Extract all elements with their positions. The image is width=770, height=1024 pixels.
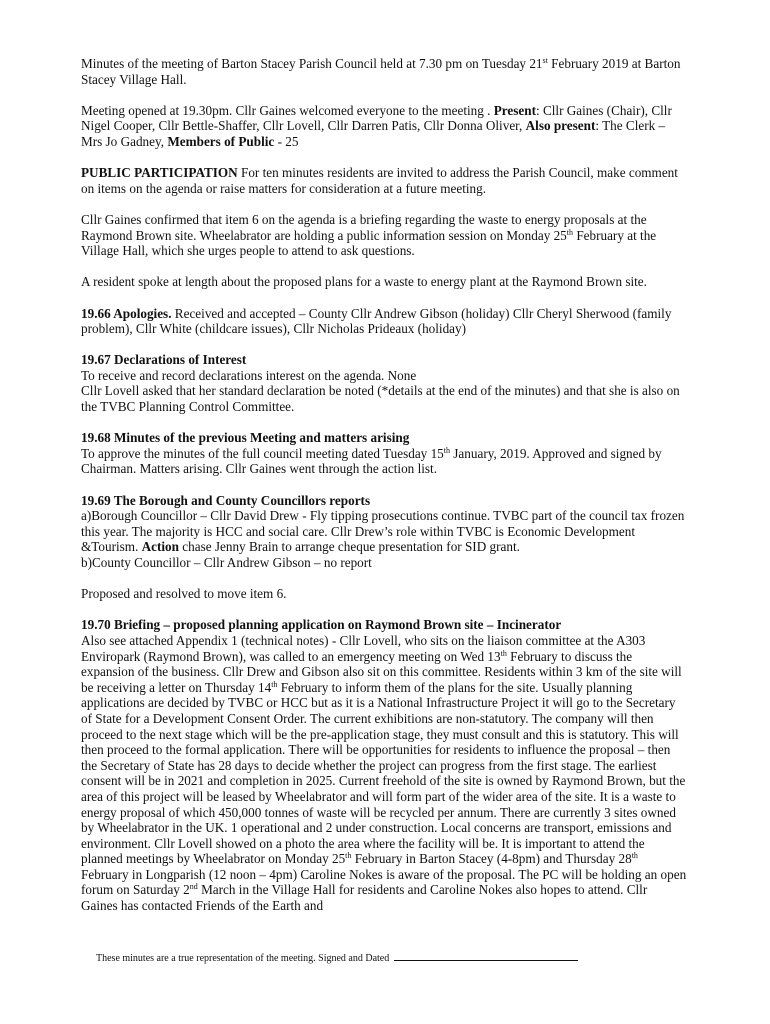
briefing-note-paragraph [81,212,687,259]
apologies-heading: 19.66 Apologies. [81,305,172,321]
minutes-document [81,56,687,914]
footer-text: These minutes are a true representation of the meeting. Signed and Dated [96,953,392,964]
public-participation-heading: PUBLIC PARTICIPATION [81,165,238,181]
declarations-line-1: To receive and record declarations interest on the agenda. None [81,367,417,383]
borough-report [81,508,687,555]
incinerator-text [81,633,687,914]
minutes-heading: 19.68 Minutes of the previous Meeting and matters arising [81,430,410,446]
also-present-list: : The Clerk – Mrs Jo Gadney, [81,118,666,149]
minutes-sup: th [443,445,450,455]
declarations-heading: 19.67 Declarations of Interest [81,352,247,368]
members-public-count: - 25 [274,133,299,149]
borough-report-text: a)Borough Councillor – Cllr David Drew - Fly tipping prosecutions continue. TVBC part of the council tax frozen this year. The majority is HCC and social care. Cllr Drew’s role within TVBC is Economic Development &Tourism. [81,508,685,555]
incinerator-text-5: February in Longparish (12 noon – 4pm) Caroline Nokes is aware of the proposal. The PC will be holding an open forum on Saturday 2 [81,866,687,898]
page-footer [96,951,578,964]
county-report: b)County Councillor – Cllr Andrew Gibson – no report [81,555,372,570]
incinerator-sup-1: th [500,648,507,658]
opening-text: Meeting opened at 19.30pm. Cllr Gaines welcomed everyone to the meeting . [81,102,494,118]
incinerator-text-1: Also see attached Appendix 1 (technical notes) - Cllr Lovell, who sits on the liaison committee at the A303 Enviropark (Raymond Brown), was called to an emergency meeting on Wed 13 [81,632,646,664]
declarations-line-2: Cllr Lovell asked that her standard declaration be noted (*details at the end of the minutes) and that she is also on the TVBC Planning Control Committee. [81,383,680,415]
public-participation-paragraph [81,165,687,196]
header-text: Minutes of the meeting of Barton Stacey Parish Council held at 7.30 pm on Tuesday 21 [81,56,543,71]
public-participation-text: For ten minutes residents are invited to address the Parish Council, make comment on items on the agenda or raise matters for consideration at a future meeting. [81,165,678,196]
present-label: Present [493,102,536,118]
incinerator-sup-5: nd [189,882,198,892]
resident-paragraph: A resident spoke at length about the proposed plans for a waste to energy plant at the Raymond Brown site. [81,274,647,290]
minutes-text [81,446,687,477]
action-text: chase Jenny Brain to arrange cheque presentation for SID grant. [179,539,520,555]
header-text-rest: February 2019 at Barton Stacey Village Hall. [81,56,681,87]
incinerator-text-6: March in the Village Hall for residents and Caroline Nokes also hopes to attend. Cllr Gaines has contacted Friends of the Earth and [81,882,648,914]
action-label: Action [141,539,179,555]
header-paragraph [81,56,687,87]
minutes-text-start: To approve the minutes of the full council meeting dated Tuesday 15 [81,445,444,461]
present-list: : Cllr Gaines (Chair), Cllr Nigel Cooper, Cllr Bettle-Shaffer, Cllr Lovell, Cllr Darren Patis, Cllr Donna Oliver, [81,102,672,134]
briefing-note-text: Cllr Gaines confirmed that item 6 on the agenda is a briefing regarding the waste to energy proposals at the Raymond Brown site. Wheelabrator are holding a public information session on Monday 25 [81,211,647,243]
also-present-label: Also present [525,118,596,134]
briefing-note-sup: th [566,227,574,237]
incinerator-sup-2: th [271,679,278,689]
incinerator-sup-3: th [345,851,352,861]
opening-paragraph [81,103,687,150]
councillors-heading: 19.69 The Borough and County Councillors reports [81,492,371,508]
signature-line [394,951,578,961]
move-item-paragraph: Proposed and resolved to move item 6. [81,586,287,602]
header-sup: st [542,56,548,65]
minutes-text-rest: January, 2019. Approved and signed by Chairman. Matters arising. Cllr Gaines went through the action list. [81,445,662,477]
incinerator-sup-4: th [631,851,638,861]
briefing-note-text-rest: February at the Village Hall, which she urges people to attend to ask questions. [81,227,657,259]
apologies-text: Received and accepted – County Cllr Andrew Gibson (holiday) Cllr Cheryl Sherwood (family problem), Cllr White (childcare issues), Cllr Nicholas Prideaux (holiday) [81,305,672,337]
incinerator-text-3: February to inform them of the plans for the site. Usually planning applications are decided by TVBC or HCC but as it is a National Infrastructure Project it will go to the Secretary of State for a Development Consent Order. The current exhibitions are non-statutory. The company will then proceed to the next stage which will be the pre-application stage, they must consult and this is statutory. This will then proceed to the formal application. There will be opportunities for residents to influence the proposal – then the Secretary of State has 28 days to decide whether the project can progress from the first stage. The earliest consent will be in 2021 and completion in 2025. Current freehold of the site is owned by Raymond Brown, but the area of this project will be leased by Wheelabrator and will form part of the wider area of the site. It is a waste to energy proposal of which 450,000 tonnes of waste will be recycled per annum. There are currently 3 sites owned by Wheelabrator in the UK. 1 operational and 2 under construction. Local concerns are transport, emissions and environment. Cllr Lovell showed on a photo the area where the facility will be. It is important to attend the planned meetings by Wheelabrator on Monday 25 [81,679,686,867]
incinerator-heading: 19.70 Briefing – proposed planning application on Raymond Brown site – Incinerator [81,617,562,633]
incinerator-text-4: February in Barton Stacey (4-8pm) and Thursday 28 [351,851,632,867]
councillors-section [81,493,687,571]
minutes-section [81,430,687,477]
apologies-paragraph [81,306,687,337]
incinerator-text-2: February to discuss the expansion of the business. Cllr Drew and Gibson also sit on this committee. Residents within 3 km of the site will be receiving a letter on Thursday 14 [81,648,682,695]
incinerator-section [81,617,687,913]
declarations-section [81,352,687,414]
members-public-label: Members of Public [167,133,275,149]
